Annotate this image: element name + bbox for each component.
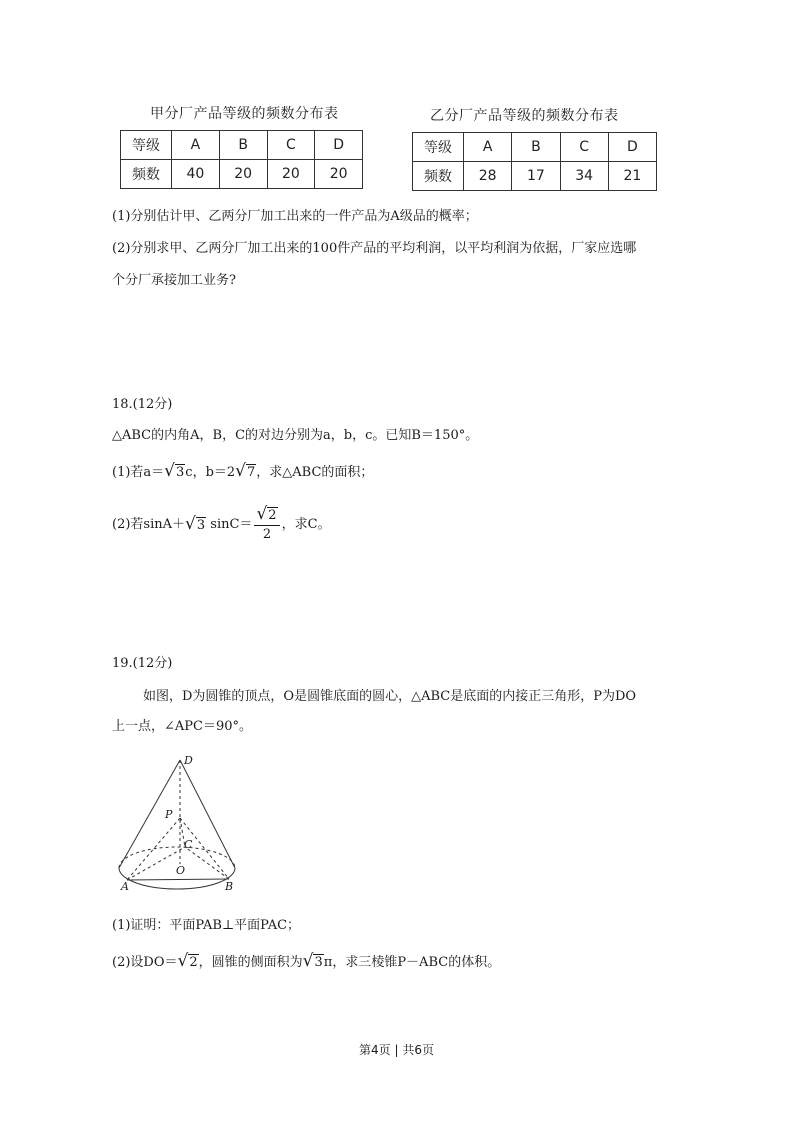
q18-heading: 18.(12分) <box>112 397 173 412</box>
q19-stem-line1: 如图，D为圆锥的顶点，O是圆锥底面的圆心，△ABC是底面的内接正三角形，P为DO <box>143 689 637 704</box>
pi-symbol: π <box>323 955 333 970</box>
table-row <box>413 162 657 191</box>
radicand: 3 <box>196 517 206 533</box>
page-footer: 第4页 | 共6页 <box>359 1043 434 1057</box>
radicand: 7 <box>247 465 256 480</box>
q17-part2-line2: 个分厂承接加工业务? <box>112 273 236 288</box>
q19-heading: 19.(12分) <box>112 656 173 671</box>
q19-part2-prefix: (2)设DO＝ <box>112 955 178 970</box>
label-d: D <box>184 754 193 767</box>
radicand: 2 <box>189 955 198 970</box>
table-cell: 34 <box>560 162 608 191</box>
q18-part2-suffix: ，求C。 <box>281 516 331 532</box>
q18-part1-suffix: ，求△ABC的面积； <box>256 465 374 480</box>
table-cell: A <box>172 131 220 160</box>
table-cell: C <box>560 133 608 162</box>
table-cell: 17 <box>512 162 560 191</box>
radicand: 2 <box>268 508 277 523</box>
table-cell: 28 <box>464 162 512 191</box>
label-b: B <box>225 880 234 892</box>
sqrt-7: √7 <box>235 461 256 481</box>
table-cell: 20 <box>315 160 363 189</box>
table-row <box>121 131 363 160</box>
table-row <box>413 133 657 162</box>
table-jia <box>120 130 363 189</box>
radicand: 3 <box>314 955 323 970</box>
table-cell: D <box>608 133 656 162</box>
edge-pa <box>127 818 180 880</box>
q19-part2-suffix: ，求三棱锥P－ABC的体积。 <box>332 955 501 970</box>
table-cell: 21 <box>608 162 656 191</box>
radicand: 3 <box>176 465 185 480</box>
label-a: A <box>121 880 129 892</box>
q18-part1-prefix: (1)若a＝ <box>112 465 165 480</box>
q17-part2-line1: (2)分别求甲、乙两分厂加工出来的100件产品的平均利润，以平均利润为依据，厂家应选哪 <box>112 241 637 256</box>
table-cell: 等级 <box>413 133 464 162</box>
q18-part2-mid: sinC＝ <box>210 516 253 532</box>
q17-part1: (1)分别估计甲、乙两分厂加工出来的一件产品为A级品的概率； <box>112 209 478 224</box>
table-cell: 40 <box>172 160 220 189</box>
label-p: P <box>165 808 173 821</box>
table-cell: 20 <box>219 160 267 189</box>
table-cell: B <box>219 131 267 160</box>
fraction-sqrt2-over-2: $\frac{√2}{2}$ <box>254 505 279 544</box>
table-cell: 频数 <box>121 160 172 189</box>
table-jia-caption: 甲分厂产品等级的频数分布表 <box>150 106 339 122</box>
table-cell: D <box>315 131 363 160</box>
q19-part2-mid: ，圆锥的侧面积为 <box>198 955 303 970</box>
q18-stem: △ABC的内角A，B，C的对边分别为a，b，c。已知B＝150°。 <box>112 428 479 443</box>
q19-part2 <box>112 952 500 972</box>
table-cell: 等级 <box>121 131 172 160</box>
edge-ab <box>127 879 229 880</box>
label-c: C <box>184 838 193 851</box>
sqrt-3: √3 <box>164 461 185 481</box>
sqrt-3: √3 <box>302 951 323 971</box>
table-cell: 频数 <box>413 162 464 191</box>
q18-part2-prefix: (2)若sinA＋ <box>112 516 186 532</box>
table-yi-caption: 乙分厂产品等级的频数分布表 <box>430 108 619 124</box>
q18-part1-mid: c，b＝2 <box>185 465 236 480</box>
label-o: O <box>176 864 186 877</box>
q18-part1 <box>112 462 373 482</box>
sqrt-2: √2 <box>177 951 198 971</box>
q19-stem-line2: 上一点，∠APC＝90°。 <box>112 719 253 734</box>
table-cell: A <box>464 133 512 162</box>
cone-figure <box>105 750 250 892</box>
table-cell: 20 <box>267 160 315 189</box>
q19-part1: (1)证明：平面PAB⊥平面PAC； <box>112 918 301 933</box>
table-cell: C <box>267 131 315 160</box>
q18-part2 <box>112 505 331 544</box>
sqrt-3: √3 <box>185 513 206 534</box>
table-cell: B <box>512 133 560 162</box>
table-row <box>121 160 363 189</box>
denominator: 2 <box>262 527 272 542</box>
table-yi <box>412 132 657 191</box>
